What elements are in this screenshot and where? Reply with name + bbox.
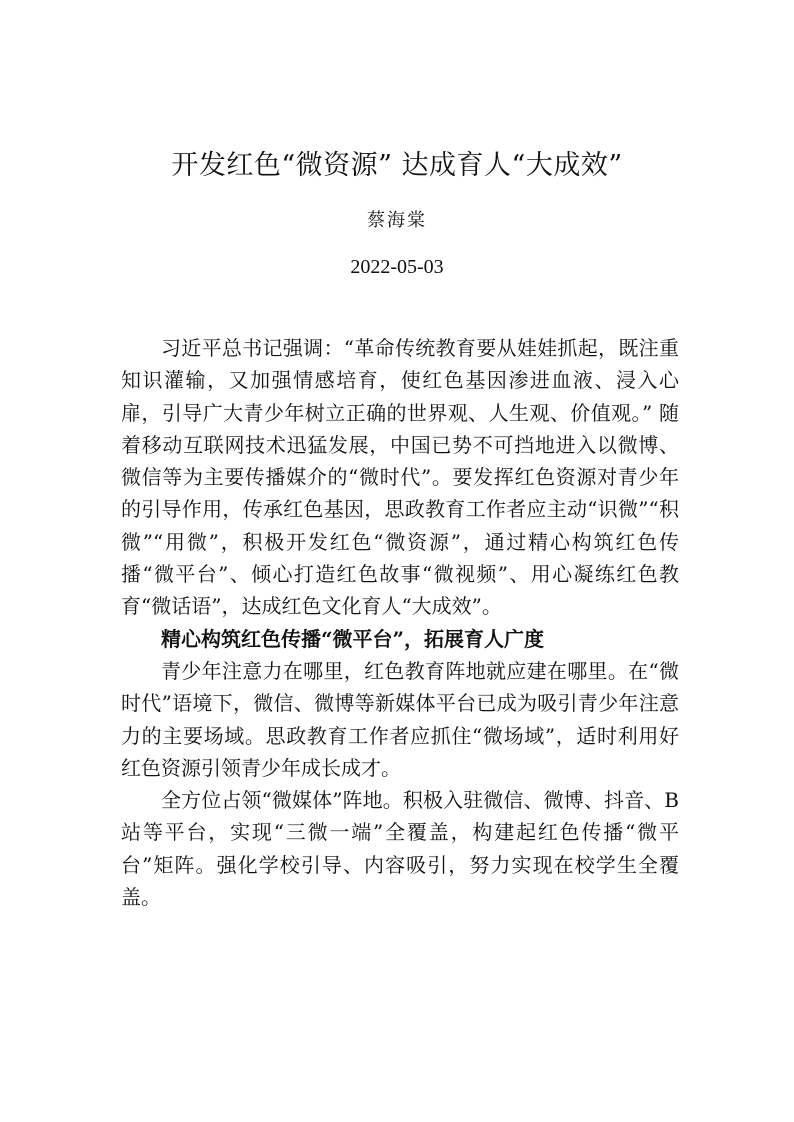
paragraph-attention: 青少年注意力在哪里，红色教育阵地就应建在哪里。在“微时代”语境下，微信、微博等新媒体平台已成为吸引青少年注意力的主要场域。思政教育工作者应抓住“微场域”，适时利用好红色资源引领青少年成长成才。	[121, 658, 679, 780]
paragraph-intro: 习近平总书记强调：“革命传统教育要从娃娃抓起，既注重知识灌输，又加强情感培育，使红色基因渗进血液、浸入心扉，引导广大青少年树立正确的世界观、人生观、价值观。” 随着移动互联网技术迅猛发展，中国已势不可挡地进入以微博、微信等为主要传播媒介的“微时代”。要发挥红色资源对青少年的引导作用，传承红色基因，思政教育工作者应主动“识微”“积微”“用微”，积极开发红色“微资源”，通过精心构筑红色传播“微平台”、倾心打造红色故事“微视频”、用心凝练红色教育“微话语”，达成红色文化育人“大成效”。	[121, 336, 679, 619]
paragraph-platforms	[121, 784, 679, 913]
paragraph-lead-phrase: 全方位占领“微媒体”阵地。	[161, 788, 403, 813]
paragraph-platforms-text: 积极入驻微信、微博、抖音、B站等平台，实现“三微一端”全覆盖，构建起红色传播“微平台”矩阵。强化学校引导、内容吸引，努力实现在校学生全覆盖。	[121, 788, 679, 910]
article-author: 蔡海棠	[367, 210, 427, 231]
article-title: 开发红色“微资源” 达成育人“大成效”	[171, 150, 623, 181]
article-body	[121, 332, 679, 913]
section-heading: 精心构筑红色传播“微平台”，拓展育人广度	[161, 626, 545, 651]
article-date: 2022-05-03	[350, 256, 444, 278]
